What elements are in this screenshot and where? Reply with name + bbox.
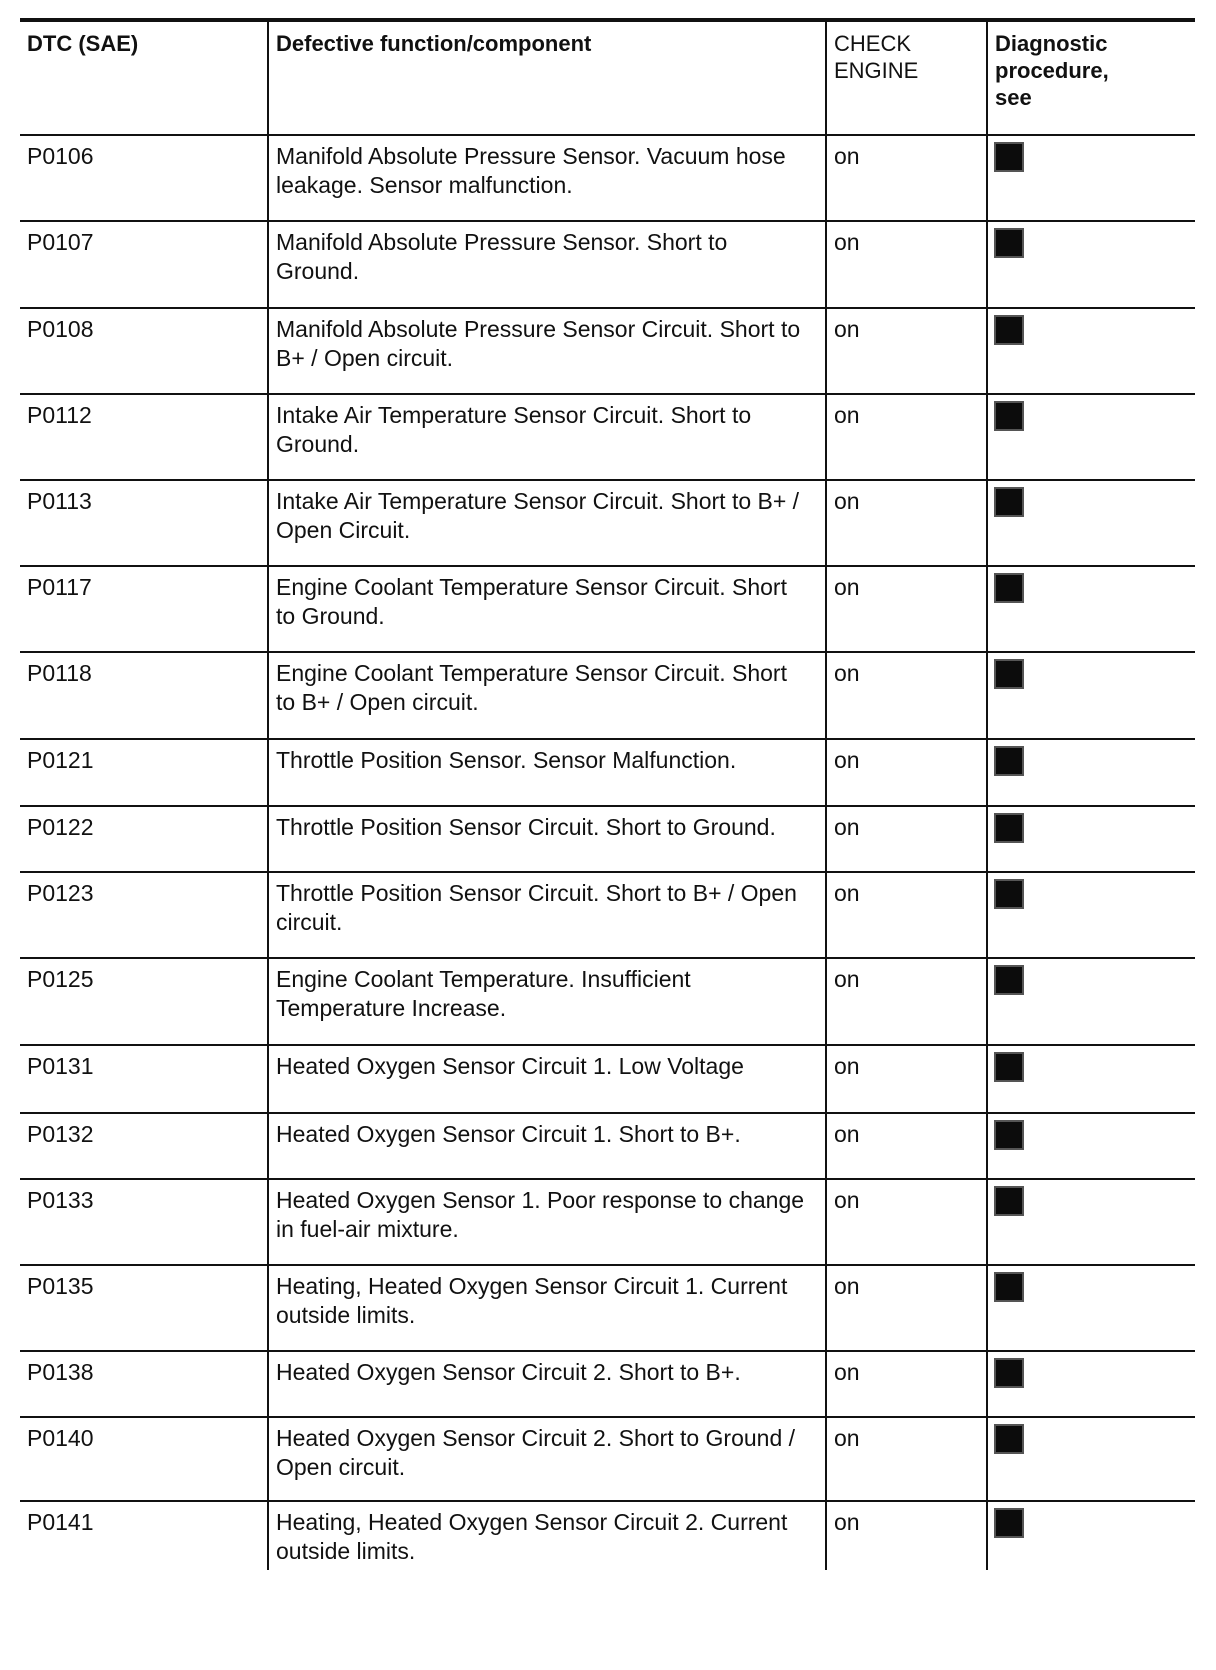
check-engine-status: on: [834, 229, 860, 255]
dtc-code: P0132: [27, 1121, 94, 1147]
dtc-code-cell: [20, 653, 267, 738]
table-row: [20, 1350, 1195, 1416]
defect-description-line: Ground.: [276, 431, 360, 457]
diagnostic-procedure-cell: [986, 1418, 1195, 1500]
black-square-icon: [994, 746, 1024, 776]
check-engine-cell: [825, 807, 986, 871]
black-square-icon: [994, 813, 1024, 843]
black-square-icon: [994, 1272, 1024, 1302]
dtc-code: P0118: [27, 660, 92, 686]
check-engine-cell: [825, 740, 986, 805]
defect-description-line: B+ / Open circuit.: [276, 345, 454, 371]
dtc-code: P0133: [27, 1187, 94, 1213]
table-row: [20, 1178, 1195, 1264]
check-engine-status: on: [834, 316, 860, 342]
check-engine-status: on: [834, 660, 860, 686]
dtc-code: P0112: [27, 402, 92, 428]
col-header-check-engine-line: CHECK: [834, 31, 912, 56]
black-square-icon: [994, 1186, 1024, 1216]
check-engine-cell: [825, 1180, 986, 1264]
dtc-code: P0135: [27, 1273, 94, 1299]
black-square-icon: [994, 1358, 1024, 1388]
dtc-code: P0121: [27, 747, 94, 773]
table-row: [20, 1416, 1195, 1500]
diagnostic-procedure-cell: [986, 1114, 1195, 1178]
diagnostic-procedure-cell: [986, 1502, 1195, 1570]
defect-description-line: Engine Coolant Temperature Sensor Circuit. Short: [276, 574, 787, 600]
table-row: [20, 393, 1195, 479]
check-engine-status: on: [834, 966, 860, 992]
dtc-code-cell: [20, 1502, 267, 1570]
defect-description-line: Heating, Heated Oxygen Sensor Circuit 2. Current: [276, 1509, 788, 1535]
defect-description-line: outside limits.: [276, 1302, 416, 1328]
check-engine-status: on: [834, 880, 860, 906]
defect-description-line: circuit.: [276, 909, 343, 935]
defect-description-line: Open circuit.: [276, 1454, 406, 1480]
defect-description-cell: [267, 1352, 825, 1416]
check-engine-cell: [825, 1046, 986, 1112]
black-square-icon: [994, 1052, 1024, 1082]
black-square-icon: [994, 1120, 1024, 1150]
defect-description-cell: [267, 807, 825, 871]
defect-description-line: Heated Oxygen Sensor Circuit 2. Short to Ground /: [276, 1425, 796, 1451]
col-header-dtc: DTC (SAE): [27, 31, 139, 56]
diagnostic-procedure-cell: [986, 873, 1195, 957]
black-square-icon: [994, 659, 1024, 689]
defect-description-cell: [267, 481, 825, 565]
black-square-icon: [994, 573, 1024, 603]
diagnostic-procedure-cell: [986, 1180, 1195, 1264]
black-square-icon: [994, 487, 1024, 517]
defect-description-line: Heated Oxygen Sensor 1. Poor response to change: [276, 1187, 805, 1213]
defect-description-line: Open Circuit.: [276, 517, 411, 543]
dtc-code: P0107: [27, 229, 94, 255]
defect-description-cell: [267, 653, 825, 738]
defect-description-line: Temperature Increase.: [276, 995, 507, 1021]
black-square-icon: [994, 879, 1024, 909]
defect-description-line: leakage. Sensor malfunction.: [276, 172, 573, 198]
dtc-code-cell: [20, 567, 267, 651]
diagnostic-procedure-cell: [986, 309, 1195, 393]
dtc-code-cell: [20, 1046, 267, 1112]
defect-description-cell: [267, 222, 825, 307]
check-engine-status: on: [834, 143, 860, 169]
defect-description-cell: [267, 873, 825, 957]
table-row: [20, 1112, 1195, 1178]
check-engine-cell: [825, 136, 986, 220]
defect-description-line: Heating, Heated Oxygen Sensor Circuit 1. Current: [276, 1273, 788, 1299]
table-row: [20, 479, 1195, 565]
diagnostic-procedure-cell: [986, 807, 1195, 871]
check-engine-cell: [825, 1502, 986, 1570]
check-engine-status: on: [834, 1053, 860, 1079]
table-row: [20, 1500, 1195, 1570]
check-engine-cell: [825, 395, 986, 479]
check-engine-status: on: [834, 574, 860, 600]
table-row: [20, 220, 1195, 307]
diagnostic-procedure-cell: [986, 740, 1195, 805]
defect-description-cell: [267, 1502, 825, 1570]
dtc-code-cell: [20, 1266, 267, 1350]
check-engine-status: on: [834, 1187, 860, 1213]
table-row: [20, 805, 1195, 871]
defect-description-line: to Ground.: [276, 603, 385, 629]
defect-description-line: Intake Air Temperature Sensor Circuit. Short to: [276, 402, 752, 428]
check-engine-status: on: [834, 1273, 860, 1299]
defect-description-line: Manifold Absolute Pressure Sensor. Short to: [276, 229, 728, 255]
dtc-code: P0122: [27, 814, 94, 840]
dtc-code-cell: [20, 136, 267, 220]
dtc-code-cell: [20, 395, 267, 479]
dtc-code: P0106: [27, 143, 94, 169]
diagnostic-procedure-cell: [986, 959, 1195, 1044]
defect-description-cell: [267, 567, 825, 651]
defect-description-cell: [267, 1418, 825, 1500]
col-header-check-engine: [825, 22, 986, 136]
dtc-code-cell: [20, 1352, 267, 1416]
check-engine-status: on: [834, 747, 860, 773]
check-engine-cell: [825, 1418, 986, 1500]
defect-description-line: in fuel-air mixture.: [276, 1216, 459, 1242]
dtc-code: P0123: [27, 880, 94, 906]
dtc-code: P0108: [27, 316, 94, 342]
col-header-procedure-line: procedure,: [995, 58, 1109, 83]
check-engine-cell: [825, 959, 986, 1044]
defect-description-line: Manifold Absolute Pressure Sensor. Vacuum hose: [276, 143, 786, 169]
dtc-code: P0141: [27, 1509, 94, 1535]
table-row: [20, 307, 1195, 393]
col-header-procedure-line: see: [995, 85, 1032, 110]
dtc-code-cell: [20, 481, 267, 565]
header-row: [20, 22, 1195, 136]
diagnostic-procedure-cell: [986, 395, 1195, 479]
dtc-code-cell: [20, 1114, 267, 1178]
table-row: [20, 134, 1195, 220]
diagnostic-procedure-cell: [986, 1046, 1195, 1112]
check-engine-cell: [825, 222, 986, 307]
check-engine-status: on: [834, 1509, 860, 1535]
black-square-icon: [994, 401, 1024, 431]
dtc-code-cell: [20, 807, 267, 871]
defect-description-line: Heated Oxygen Sensor Circuit 1. Short to B+.: [276, 1121, 741, 1147]
diagnostic-procedure-cell: [986, 567, 1195, 651]
dtc-code-cell: [20, 1418, 267, 1500]
black-square-icon: [994, 1424, 1024, 1454]
dtc-code: P0131: [27, 1053, 94, 1079]
dtc-code: P0138: [27, 1359, 94, 1385]
col-header-procedure-line: Diagnostic: [995, 31, 1108, 56]
dtc-code: P0125: [27, 966, 94, 992]
defect-description-cell: [267, 395, 825, 479]
dtc-code-cell: [20, 222, 267, 307]
check-engine-status: on: [834, 1359, 860, 1385]
defect-description-line: to B+ / Open circuit.: [276, 689, 479, 715]
check-engine-status: on: [834, 402, 860, 428]
defect-description-cell: [267, 136, 825, 220]
defect-description-line: Manifold Absolute Pressure Sensor Circuit. Short to: [276, 316, 801, 342]
defect-description-cell: [267, 740, 825, 805]
dtc-code-cell: [20, 873, 267, 957]
check-engine-cell: [825, 309, 986, 393]
check-engine-cell: [825, 567, 986, 651]
diagnostic-procedure-cell: [986, 1266, 1195, 1350]
diagnostic-procedure-cell: [986, 481, 1195, 565]
defect-description-line: Heated Oxygen Sensor Circuit 1. Low Voltage: [276, 1053, 744, 1079]
check-engine-cell: [825, 653, 986, 738]
defect-description-cell: [267, 959, 825, 1044]
defect-description-line: Heated Oxygen Sensor Circuit 2. Short to B+.: [276, 1359, 741, 1385]
col-header-procedure: [986, 22, 1195, 136]
defect-description-line: outside limits.: [276, 1538, 416, 1564]
check-engine-status: on: [834, 1121, 860, 1147]
col-header-function: Defective function/component: [267, 22, 825, 136]
diagnostic-procedure-cell: [986, 1352, 1195, 1416]
check-engine-cell: [825, 873, 986, 957]
defect-description-line: Ground.: [276, 258, 360, 284]
dtc-code: P0117: [27, 574, 92, 600]
defect-description-line: Throttle Position Sensor Circuit. Short to B+ / Open: [276, 880, 797, 906]
diagnostic-procedure-cell: [986, 136, 1195, 220]
dtc-code-cell: [20, 959, 267, 1044]
black-square-icon: [994, 228, 1024, 258]
table-row: [20, 738, 1195, 805]
dtc-code-cell: [20, 309, 267, 393]
dtc-code-cell: [20, 740, 267, 805]
defect-description-cell: [267, 309, 825, 393]
defect-description-cell: [267, 1180, 825, 1264]
dtc-code: P0113: [27, 488, 92, 514]
defect-description-line: Engine Coolant Temperature. Insufficient: [276, 966, 691, 992]
defect-description-line: Throttle Position Sensor. Sensor Malfunction.: [276, 747, 737, 773]
col-header-check-engine-line: ENGINE: [834, 58, 919, 83]
check-engine-status: on: [834, 1425, 860, 1451]
table-row: [20, 1044, 1195, 1112]
diagnostic-procedure-cell: [986, 653, 1195, 738]
dtc-code: P0140: [27, 1425, 94, 1451]
table-row: [20, 651, 1195, 738]
defect-description-cell: [267, 1114, 825, 1178]
black-square-icon: [994, 965, 1024, 995]
check-engine-cell: [825, 481, 986, 565]
black-square-icon: [994, 142, 1024, 172]
check-engine-cell: [825, 1352, 986, 1416]
defect-description-cell: [267, 1046, 825, 1112]
table-row: [20, 565, 1195, 651]
black-square-icon: [994, 1508, 1024, 1538]
table-row: [20, 957, 1195, 1044]
defect-description-cell: [267, 1266, 825, 1350]
check-engine-cell: [825, 1266, 986, 1350]
table-row: [20, 871, 1195, 957]
diagnostic-procedure-cell: [986, 222, 1195, 307]
defect-description-line: Intake Air Temperature Sensor Circuit. Short to B+ /: [276, 488, 800, 514]
defect-description-line: Throttle Position Sensor Circuit. Short to Ground.: [276, 814, 776, 840]
dtc-code-cell: [20, 1180, 267, 1264]
black-square-icon: [994, 315, 1024, 345]
check-engine-cell: [825, 1114, 986, 1178]
table-row: [20, 1264, 1195, 1350]
defect-description-line: Engine Coolant Temperature Sensor Circuit. Short: [276, 660, 787, 686]
check-engine-status: on: [834, 814, 860, 840]
check-engine-status: on: [834, 488, 860, 514]
